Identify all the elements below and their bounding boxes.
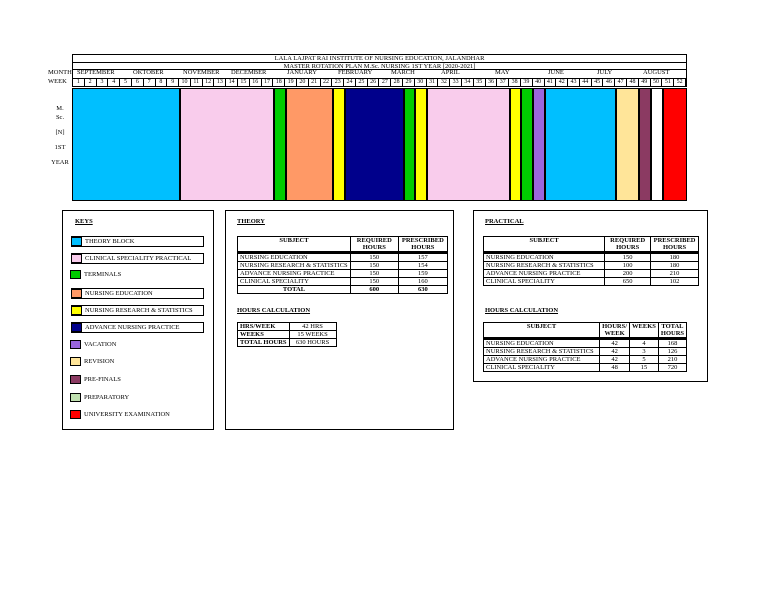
key-university-exam (71, 410, 204, 421)
required-cell: 150 (350, 262, 398, 270)
key-label: CLINICAL SPECIALITY PRACTICAL (85, 255, 192, 262)
weeks-cell: 4 (630, 339, 659, 348)
month-november: NOVEMBER (183, 69, 220, 76)
swatch (70, 393, 81, 402)
theory-hours-table (237, 322, 337, 347)
week-cell: 12 (203, 79, 215, 86)
required-cell: 100 (605, 262, 651, 270)
week-cell: 52 (674, 79, 686, 86)
weeks-cell: 15 (630, 364, 659, 372)
theory-title: THEORY (237, 218, 265, 225)
theory-hours-title: HOURS CALCULATION (237, 307, 311, 314)
table-row (484, 356, 687, 364)
row-label-line2: Sc. (55, 114, 65, 121)
table-row (484, 270, 699, 278)
hours-cell: 42 (600, 339, 630, 348)
th-hours-week: HOURS/ WEEK (600, 323, 630, 339)
prescribed-cell: 180 (651, 253, 699, 262)
week-cell: 49 (639, 79, 651, 86)
hours-label: HRS/WEEK (238, 323, 290, 331)
th-prescribed: PRESCRIBED HOURS (651, 237, 699, 253)
prescribed-cell: 160 (398, 278, 447, 286)
band-terminals-3 (521, 88, 533, 201)
row-label-line4: 1ST (54, 144, 66, 151)
prescribed-cell: 154 (398, 262, 447, 270)
month-oktober: OKTOBER (133, 69, 164, 76)
band-research-1 (333, 88, 345, 201)
week-cell: 17 (262, 79, 274, 86)
prescribed-cell: 157 (398, 253, 447, 262)
key-label: TERMINALS (84, 271, 122, 278)
prescribed-cell: 210 (651, 270, 699, 278)
table-row (484, 278, 699, 286)
week-cell: 5 (120, 79, 132, 86)
swatch (70, 270, 81, 279)
table-row (484, 364, 687, 372)
week-cell: 37 (497, 79, 509, 86)
key-preparatory (71, 393, 204, 404)
key-label: REVISION (84, 358, 115, 365)
hours-row (238, 323, 337, 331)
required-cell: 200 (605, 270, 651, 278)
hours-cell: 42 (600, 356, 630, 364)
total-cell: 168 (658, 339, 686, 348)
subject-cell: NURSING RESEARCH & STATISTICS (484, 262, 605, 270)
week-cell: 44 (580, 79, 592, 86)
band-pre-finals (639, 88, 651, 201)
hours-label: WEEKS (238, 331, 290, 339)
table-row (484, 253, 699, 262)
band-terminals-2 (404, 88, 415, 201)
week-cell: 7 (144, 79, 156, 86)
row-label (48, 104, 72, 167)
band-university-exam (663, 88, 687, 201)
table-header-row (484, 323, 687, 339)
practical-hours-table (483, 322, 687, 372)
week-cell: 34 (462, 79, 474, 86)
week-cell: 8 (156, 79, 168, 86)
week-cell: 10 (179, 79, 191, 86)
week-cell: 6 (132, 79, 144, 86)
subject-cell: NURSING EDUCATION (484, 253, 605, 262)
table-row (238, 278, 448, 286)
prescribed-cell: 102 (651, 278, 699, 286)
rotation-grid (72, 88, 687, 201)
month-february: FEBRUARY (338, 69, 373, 76)
table-row (238, 253, 448, 262)
table-row (238, 262, 448, 270)
month-may: MAY (495, 69, 510, 76)
total-label: TOTAL (238, 286, 351, 294)
week-cell: 18 (273, 79, 285, 86)
week-cell: 43 (568, 79, 580, 86)
band-nursing-education (286, 88, 333, 201)
total-required: 600 (350, 286, 398, 294)
month-label: MONTH (48, 69, 72, 76)
table-row (238, 270, 448, 278)
total-cell: 210 (658, 356, 686, 364)
week-cell: 2 (85, 79, 97, 86)
required-cell: 650 (605, 278, 651, 286)
total-cell: 126 (658, 348, 686, 356)
th-subject: SUBJECT (484, 323, 600, 339)
week-cell: 22 (321, 79, 333, 86)
required-cell: 150 (350, 270, 398, 278)
week-cell: 4 (108, 79, 120, 86)
hours-value: 630 HOURS (289, 339, 336, 347)
weeks-cell: 5 (630, 356, 659, 364)
month-december: DECEMBER (231, 69, 267, 76)
key-nursing-education (71, 288, 204, 299)
week-cell: 13 (214, 79, 226, 86)
required-cell: 150 (605, 253, 651, 262)
key-research-statistics (71, 305, 204, 316)
week-cell: 32 (438, 79, 450, 86)
subject-cell: ADVANCE NURSING PRACTICE (484, 270, 605, 278)
required-cell: 150 (350, 278, 398, 286)
week-cell: 21 (309, 79, 321, 86)
key-label: PRE-FINALS (84, 376, 121, 383)
band-terminals-1 (274, 88, 286, 201)
week-row (72, 78, 687, 87)
band-research-3 (510, 88, 521, 201)
week-cell: 51 (662, 79, 674, 86)
table-row (484, 262, 699, 270)
institute-title: LALA LAJPAT RAI INSTITUTE OF NURSING EDUCATION, JALANDHAR (72, 54, 687, 63)
week-cell: 19 (285, 79, 297, 86)
subject-cell: ADVANCE NURSING PRACTICE (484, 356, 600, 364)
row-label-line1: M. (56, 105, 64, 112)
week-cell: 31 (427, 79, 439, 86)
total-prescribed: 630 (398, 286, 447, 294)
key-label: UNIVERSITY EXAMINATION (84, 411, 170, 418)
table-row (484, 339, 687, 348)
theory-table (237, 236, 448, 294)
weeks-cell: 3 (630, 348, 659, 356)
hours-value: 42 HRS (289, 323, 336, 331)
key-pre-finals (71, 375, 204, 386)
table-header-row (484, 237, 699, 253)
key-label: PREPARATORY (84, 394, 130, 401)
band-theory-2 (545, 88, 616, 201)
band-clinical-2 (427, 88, 510, 201)
key-vacation (71, 340, 204, 351)
week-cell: 3 (97, 79, 109, 86)
week-cell: 29 (403, 79, 415, 86)
week-cell: 20 (297, 79, 309, 86)
key-advance-nursing (71, 322, 204, 333)
week-cell: 23 (332, 79, 344, 86)
hours-row (238, 331, 337, 339)
week-cell: 24 (344, 79, 356, 86)
week-cell: 35 (474, 79, 486, 86)
week-cell: 45 (592, 79, 604, 86)
subject-cell: NURSING EDUCATION (484, 339, 600, 348)
week-label: WEEK (48, 78, 67, 85)
band-clinical-1 (180, 88, 274, 201)
total-cell: 720 (658, 364, 686, 372)
week-cell: 48 (627, 79, 639, 86)
week-cell: 39 (521, 79, 533, 86)
swatch (71, 306, 82, 315)
swatch (70, 375, 81, 384)
month-row (72, 69, 687, 78)
key-theory-block (71, 236, 204, 247)
key-label: NURSING RESEARCH & STATISTICS (85, 307, 193, 314)
th-subject: SUBJECT (484, 237, 605, 253)
week-cell: 28 (391, 79, 403, 86)
required-cell: 150 (350, 253, 398, 262)
band-research-2 (415, 88, 427, 201)
prescribed-cell: 180 (651, 262, 699, 270)
swatch (71, 323, 82, 332)
month-january: JANUARY (287, 69, 317, 76)
month-september: SEPTEMBER (77, 69, 115, 76)
band-revision (616, 88, 639, 201)
key-clinical-practical (71, 253, 204, 264)
key-label: VACATION (84, 341, 117, 348)
band-preparatory (651, 88, 663, 201)
plan-title: MASTER ROTATION PLAN M.Sc. NURSING 1ST YEAR [2020-2021] (72, 62, 687, 70)
week-cell: 38 (509, 79, 521, 86)
week-cell: 30 (415, 79, 427, 86)
table-header-row (238, 237, 448, 253)
th-weeks: WEEKS (630, 323, 659, 339)
hours-cell: 42 (600, 348, 630, 356)
week-cell: 33 (450, 79, 462, 86)
row-label-line3: [N] (55, 129, 65, 136)
key-terminals (71, 270, 204, 281)
swatch (70, 410, 81, 419)
keys-title: KEYS (75, 218, 93, 225)
total-row (238, 286, 448, 294)
practical-table (483, 236, 699, 286)
subject-cell: CLINICAL SPECIALITY (484, 278, 605, 286)
subject-cell: NURSING RESEARCH & STATISTICS (484, 348, 600, 356)
key-label: THEORY BLOCK (85, 238, 135, 245)
subject-cell: CLINICAL SPECIALITY (238, 278, 351, 286)
week-cell: 25 (356, 79, 368, 86)
th-prescribed: PRESCRIBED HOURS (398, 237, 447, 253)
week-cell: 1 (73, 79, 85, 86)
month-march: MARCH (391, 69, 415, 76)
swatch (71, 254, 82, 263)
key-revision (71, 357, 204, 368)
swatch (71, 289, 82, 298)
hours-row (238, 339, 337, 347)
practical-hours-title: HOURS CALCULATION (485, 307, 559, 314)
th-required: REQUIRED HOURS (350, 237, 398, 253)
th-subject: SUBJECT (238, 237, 351, 253)
prescribed-cell: 159 (398, 270, 447, 278)
week-cell: 47 (615, 79, 627, 86)
month-june: JUNE (548, 69, 564, 76)
band-theory-1 (72, 88, 180, 201)
week-cell: 9 (167, 79, 179, 86)
band-advance-nursing (345, 88, 404, 201)
week-cell: 11 (191, 79, 203, 86)
week-cell: 50 (651, 79, 663, 86)
subject-cell: CLINICAL SPECIALITY (484, 364, 600, 372)
week-cell: 40 (533, 79, 545, 86)
swatch (71, 237, 82, 246)
week-cell: 42 (556, 79, 568, 86)
row-label-line5: YEAR (51, 159, 69, 166)
key-label: ADVANCE NURSING PRACTICE (85, 324, 180, 331)
week-cell: 26 (368, 79, 380, 86)
practical-title: PRACTICAL (485, 218, 524, 225)
th-total-hours: TOTAL HOURS (658, 323, 686, 339)
swatch (70, 357, 81, 366)
subject-cell: NURSING RESEARCH & STATISTICS (238, 262, 351, 270)
swatch (70, 340, 81, 349)
hours-cell: 48 (600, 364, 630, 372)
month-july: JULY (597, 69, 613, 76)
week-cell: 46 (603, 79, 615, 86)
month-april: APRIL (441, 69, 460, 76)
week-cell: 36 (486, 79, 498, 86)
th-required: REQUIRED HOURS (605, 237, 651, 253)
week-cell: 41 (545, 79, 557, 86)
week-cell: 16 (250, 79, 262, 86)
hours-label: TOTAL HOURS (238, 339, 290, 347)
week-cell: 14 (226, 79, 238, 86)
subject-cell: NURSING EDUCATION (238, 253, 351, 262)
table-row (484, 348, 687, 356)
hours-value: 15 WEEKS (289, 331, 336, 339)
subject-cell: ADVANCE NURSING PRACTICE (238, 270, 351, 278)
key-label: NURSING EDUCATION (85, 290, 153, 297)
week-cell: 27 (380, 79, 392, 86)
week-cell: 15 (238, 79, 250, 86)
band-vacation (533, 88, 545, 201)
month-august: AUGUST (643, 69, 670, 76)
